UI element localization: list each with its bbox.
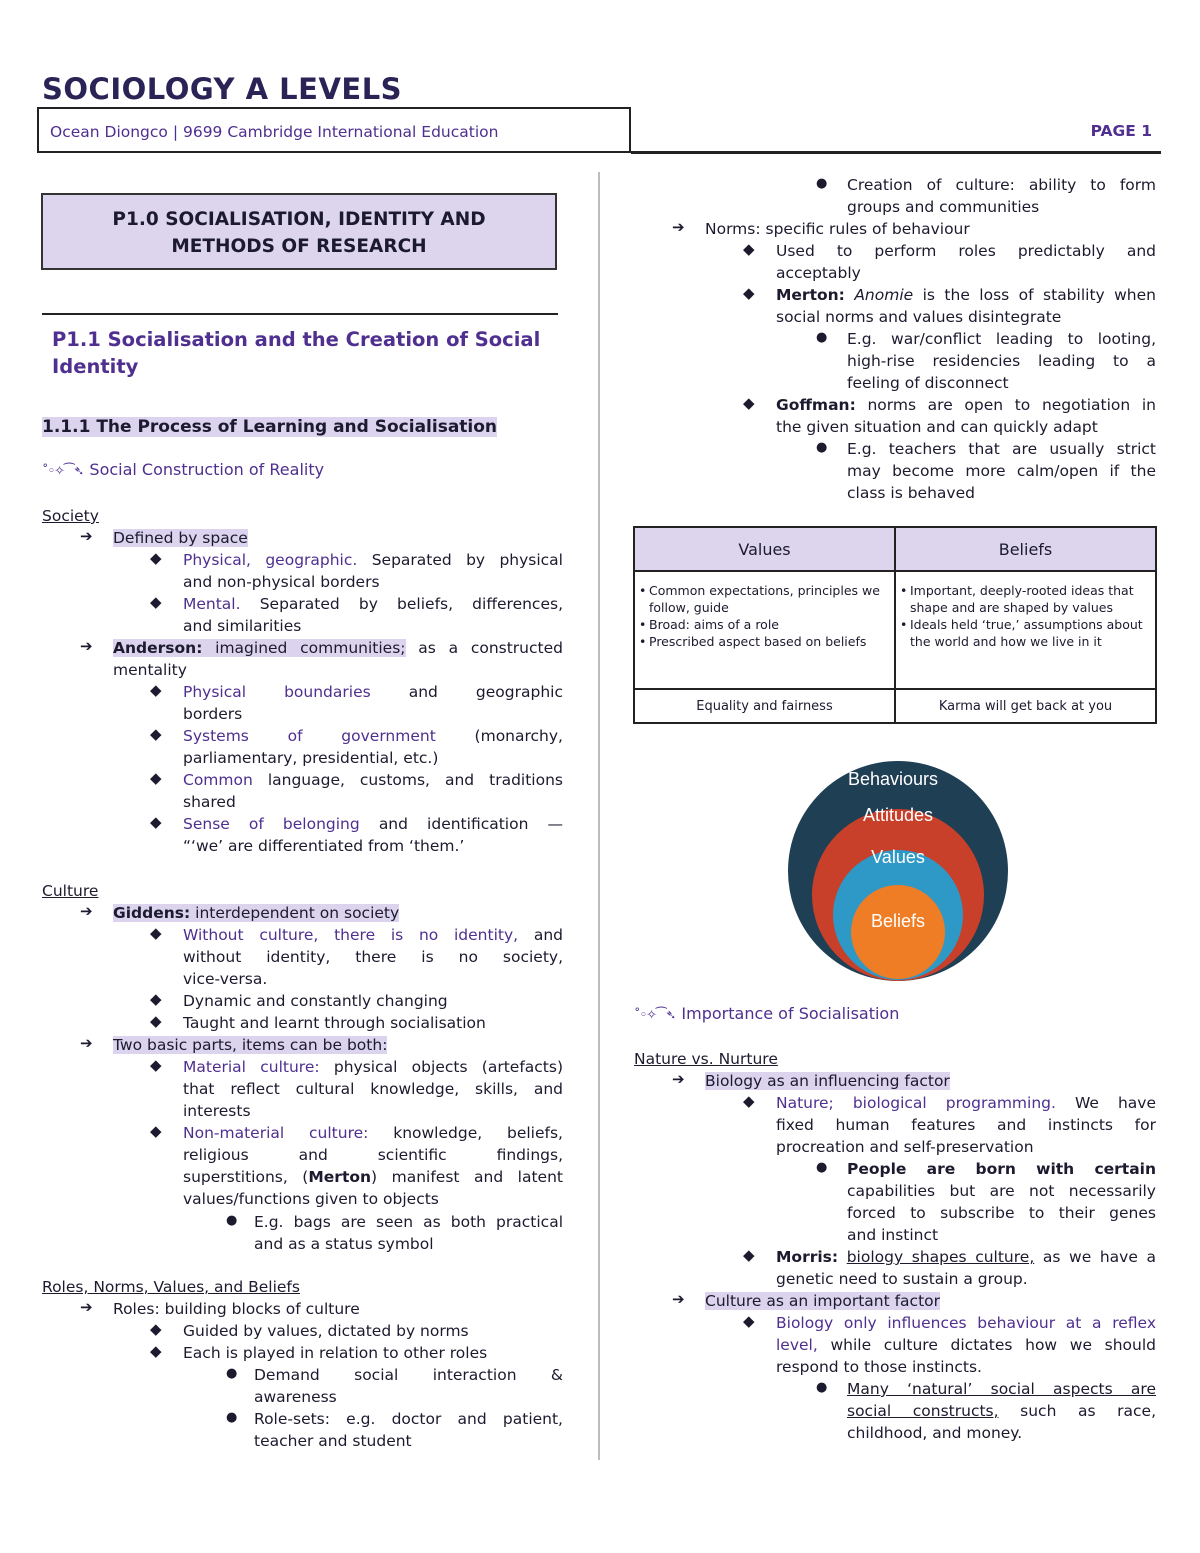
nature-nurture-heading: Nature vs. Nurture <box>634 1050 778 1068</box>
text: E.g. war/conflict leading to looting, <box>847 330 1156 348</box>
section-title-line2: METHODS OF RESEARCH <box>171 236 427 257</box>
author-line: Ocean Diongco | 9699 Cambridge International Education <box>50 123 499 141</box>
bullet-icon: ● <box>226 1366 238 1381</box>
text: Physical, geographic. <box>183 551 358 569</box>
beliefs-circle <box>851 885 945 979</box>
systems-item <box>183 725 563 769</box>
text: Mental. <box>183 595 241 613</box>
text: is the loss of stability when <box>922 286 1156 304</box>
text: and similarities <box>183 617 302 635</box>
material-culture-item <box>183 1056 563 1122</box>
text: biology shapes culture, <box>846 1248 1035 1266</box>
diamond-icon: ◆ <box>150 990 162 1008</box>
diamond-icon: ◆ <box>150 549 162 567</box>
text: and as a status symbol <box>254 1235 434 1253</box>
defined-by-space <box>113 527 248 549</box>
text: teacher and student <box>254 1432 412 1450</box>
diamond-icon: ◆ <box>743 1092 755 1110</box>
importance-heading <box>634 1004 899 1023</box>
arrow-deco-icon: ˚◦✧⁀➴ <box>634 1008 676 1023</box>
diamond-icon: ◆ <box>150 1122 162 1140</box>
text: mentality <box>113 661 187 679</box>
taught-item: Taught and learnt through socialisation <box>183 1014 486 1032</box>
text: the given situation and can quickly adapt <box>776 418 1098 436</box>
text: Culture as an important factor <box>705 1292 941 1310</box>
merton-item <box>776 284 1156 328</box>
bullet-icon: ● <box>816 1160 828 1175</box>
text: Used to perform roles predictably and <box>776 242 1156 260</box>
anderson-item <box>113 637 563 681</box>
text: procreation and self-preservation <box>776 1138 1034 1156</box>
creation-item <box>847 174 1156 218</box>
text: superstitions, ( <box>183 1168 309 1186</box>
bags-example <box>254 1211 563 1255</box>
bullet-icon: ● <box>816 176 828 191</box>
text: Biology as an influencing factor <box>705 1072 950 1090</box>
text: and geographic <box>408 683 563 701</box>
nested-circles-diagram <box>787 760 1009 982</box>
text: childhood, and money. <box>847 1424 1023 1442</box>
text: Important, deeply-rooted ideas that shape and are shaped by values <box>910 583 1134 615</box>
text: vice-versa. <box>183 970 268 988</box>
text: Physical boundaries <box>183 683 371 701</box>
arrow-icon: ➔ <box>80 527 93 545</box>
text: E.g. teachers that are usually strict <box>847 440 1156 458</box>
text: as a constructed <box>418 639 563 657</box>
text: Anderson: <box>113 639 203 657</box>
mental-item <box>183 593 563 637</box>
sense-item <box>183 813 563 857</box>
text: awareness <box>254 1388 337 1406</box>
text: People are born with certain <box>847 1160 1156 1178</box>
subsection-heading <box>52 326 557 380</box>
text: values/functions given to objects <box>183 1190 439 1208</box>
page-number: PAGE 1 <box>1090 122 1152 140</box>
text: interests <box>183 1102 251 1120</box>
text: interdependent on society <box>195 904 400 922</box>
text: shared <box>183 793 236 811</box>
social-construction-heading <box>42 460 324 479</box>
diamond-icon: ◆ <box>743 1246 755 1264</box>
attitudes-label: Attitudes <box>862 805 934 825</box>
text: Common <box>183 771 253 789</box>
diamond-icon: ◆ <box>150 1012 162 1030</box>
diamond-icon: ◆ <box>743 284 755 302</box>
text: as we have a <box>1042 1248 1156 1266</box>
table-header-row <box>634 527 1156 571</box>
topic-heading <box>42 414 497 440</box>
text: Creation of culture: ability to form <box>847 176 1156 194</box>
text: Merton: <box>776 286 845 304</box>
physical-boundaries-item <box>183 681 563 725</box>
biology-only-item <box>776 1312 1156 1378</box>
subsection-heading-line1: P1.1 Socialisation and the Creation of Social <box>52 328 541 351</box>
norms-item: Norms: specific rules of behaviour <box>705 220 970 238</box>
table-row <box>634 689 1156 723</box>
text: Common expectations, principles we follow, guide <box>649 583 880 615</box>
text: Two basic parts, items can be both: <box>113 1036 388 1054</box>
society-heading: Society <box>42 507 99 525</box>
arrow-icon: ➔ <box>80 1034 93 1052</box>
text: Biology only influences behaviour at a reflex <box>776 1314 1156 1332</box>
topic-heading-text: 1.1.1 The Process of Learning and Socialisation <box>42 417 498 437</box>
text: without identity, there is no society, <box>183 948 563 966</box>
beliefs-list-cell <box>895 571 1156 689</box>
text: Giddens: <box>113 904 191 922</box>
text: Ideals held ‘true,’ assumptions about the world and how we live in it <box>910 617 1143 649</box>
text: (monarchy, <box>474 727 563 745</box>
text: may become more calm/open if the <box>847 462 1156 480</box>
text: “‘we’ are differentiated from ‘them.’ <box>183 837 465 855</box>
without-culture-item <box>183 924 563 990</box>
text: and non-physical borders <box>183 573 380 591</box>
values-list-cell <box>634 571 895 689</box>
text: and <box>533 926 563 944</box>
subsection-heading-line2: Identity <box>52 355 139 378</box>
bullet-icon: ● <box>816 440 828 455</box>
diamond-icon: ◆ <box>150 924 162 942</box>
nature-item <box>776 1092 1156 1158</box>
culture-factor-item <box>705 1290 940 1312</box>
text: E.g. bags are seen as both practical <box>254 1213 563 1231</box>
goffman-item <box>776 394 1156 438</box>
rolesets-item <box>254 1408 563 1452</box>
diamond-icon: ◆ <box>150 1320 162 1338</box>
beliefs-example-cell: Karma will get back at you <box>895 689 1156 723</box>
text: borders <box>183 705 243 723</box>
text: imagined communities; <box>215 639 406 657</box>
behaviours-label: Behaviours <box>847 769 939 789</box>
text: feeling of disconnect <box>847 374 1009 392</box>
text: Role-sets: e.g. doctor and patient, <box>254 1410 563 1428</box>
common-item <box>183 769 563 813</box>
text: groups and communities <box>847 198 1040 216</box>
arrow-deco-icon: ˚◦✧⁀➴ <box>42 464 84 479</box>
text: Demand social interaction & <box>254 1366 563 1384</box>
diamond-icon: ◆ <box>150 769 162 787</box>
text: class is behaved <box>847 484 975 502</box>
text: Anomie <box>854 286 914 304</box>
diamond-icon: ◆ <box>743 394 755 412</box>
arrow-icon: ➔ <box>80 637 93 655</box>
diamond-icon: ◆ <box>150 681 162 699</box>
bullet-icon: ● <box>816 1380 828 1395</box>
text: We have <box>1074 1094 1156 1112</box>
text: Many ‘natural’ social aspects are <box>847 1380 1156 1398</box>
diamond-icon: ◆ <box>150 725 162 743</box>
morris-item <box>776 1246 1156 1290</box>
list-item: • Broad: aims of a role <box>639 616 890 633</box>
physical-geo-item <box>183 549 563 593</box>
giddens-item <box>113 902 399 924</box>
text: Material culture: <box>183 1058 320 1076</box>
text: fixed human features and instincts for <box>776 1116 1156 1134</box>
diamond-icon: ◆ <box>150 1342 162 1360</box>
people-item <box>847 1158 1156 1246</box>
text: Nature; biological programming. <box>776 1094 1056 1112</box>
each-item: Each is played in relation to other roles <box>183 1344 488 1362</box>
table-header-values: Values <box>634 527 895 571</box>
heading-text: Social Construction of Reality <box>89 460 325 479</box>
list-item: • Common expectations, principles we follow, guide <box>639 582 890 616</box>
text: acceptably <box>776 264 861 282</box>
nonmaterial-culture-item <box>183 1122 563 1210</box>
text: such as race, <box>1020 1402 1156 1420</box>
text: social norms and values disintegrate <box>776 308 1062 326</box>
bullet-icon: ● <box>816 330 828 345</box>
text: Defined by space <box>113 529 248 547</box>
values-label: Values <box>871 847 925 867</box>
diamond-icon: ◆ <box>743 1312 755 1330</box>
table-row <box>634 571 1156 689</box>
list-item: • Prescribed aspect based on beliefs <box>639 633 890 650</box>
list-item: • Ideals held ‘true,’ assumptions about the world and how we live in it <box>900 616 1151 650</box>
text: Separated by physical <box>371 551 563 569</box>
culture-heading: Culture <box>42 882 99 900</box>
section-title-box <box>41 193 557 270</box>
list-item: • Important, deeply-rooted ideas that shape and are shaped by values <box>900 582 1151 616</box>
two-basic-item <box>113 1034 387 1056</box>
text: Sense of belonging <box>183 815 360 833</box>
text: and instinct <box>847 1226 939 1244</box>
column-divider <box>598 172 600 1460</box>
section-title-line1: P1.0 SOCIALISATION, IDENTITY AND <box>112 209 486 230</box>
text: social constructs, <box>847 1402 999 1420</box>
arrow-icon: ➔ <box>672 1290 685 1308</box>
text: level, <box>776 1336 818 1354</box>
text: parliamentary, presidential, etc.) <box>183 749 439 767</box>
diamond-icon: ◆ <box>150 593 162 611</box>
text: respond to those instincts. <box>776 1358 982 1376</box>
text: forced to subscribe to their genes <box>847 1204 1156 1222</box>
beliefs-label: Beliefs <box>870 911 926 931</box>
text: ) manifest and latent <box>371 1168 563 1186</box>
values-beliefs-table <box>633 526 1157 724</box>
text: religious and scientific findings, <box>183 1146 563 1164</box>
text: Morris: <box>776 1248 839 1266</box>
arrow-icon: ➔ <box>80 902 93 920</box>
values-example-cell: Equality and fairness <box>634 689 895 723</box>
guided-item: Guided by values, dictated by norms <box>183 1322 469 1340</box>
bullet-icon: ● <box>226 1213 238 1228</box>
text: Prescribed aspect based on beliefs <box>649 634 867 649</box>
text: Separated by beliefs, differences, <box>259 595 563 613</box>
header-rule <box>631 151 1161 154</box>
text: Without culture, there is no identity, <box>183 926 519 944</box>
diamond-icon: ◆ <box>743 240 755 258</box>
text: knowledge, beliefs, <box>393 1124 563 1142</box>
text: Non-material culture: <box>183 1124 369 1142</box>
text: while culture dictates how we should <box>830 1336 1156 1354</box>
demand-item <box>254 1364 563 1408</box>
text: high-rise residencies leading to a <box>847 352 1156 370</box>
text: physical objects (artefacts) <box>333 1058 564 1076</box>
diamond-icon: ◆ <box>150 813 162 831</box>
text: that reflect cultural knowledge, skills, and <box>183 1080 563 1098</box>
bullet-icon: ● <box>226 1410 238 1425</box>
text: capabilities but are not necessarily <box>847 1182 1156 1200</box>
arrow-icon: ➔ <box>672 218 685 236</box>
teachers-example <box>847 438 1156 504</box>
section-rule <box>42 313 558 315</box>
biology-item <box>705 1070 950 1092</box>
text: language, customs, and traditions <box>267 771 563 789</box>
arrow-icon: ➔ <box>80 1298 93 1316</box>
text: Systems of government <box>183 727 436 745</box>
heading-text: Importance of Socialisation <box>681 1004 900 1023</box>
roles-item: Roles: building blocks of culture <box>113 1300 360 1318</box>
text: Broad: aims of a role <box>649 617 779 632</box>
dynamic-item: Dynamic and constantly changing <box>183 992 448 1010</box>
war-example <box>847 328 1156 394</box>
arrow-icon: ➔ <box>672 1070 685 1088</box>
many-natural-item <box>847 1378 1156 1444</box>
diamond-icon: ◆ <box>150 1056 162 1074</box>
text: Merton <box>308 1168 372 1186</box>
text: norms are open to negotiation in <box>867 396 1156 414</box>
table-header-beliefs: Beliefs <box>895 527 1156 571</box>
text: genetic need to sustain a group. <box>776 1270 1028 1288</box>
text: and identification — <box>378 815 563 833</box>
used-item <box>776 240 1156 284</box>
text: Goffman: <box>776 396 856 414</box>
roles-norms-heading: Roles, Norms, Values, and Beliefs <box>42 1278 300 1296</box>
document-title: SOCIOLOGY A LEVELS <box>42 72 403 106</box>
